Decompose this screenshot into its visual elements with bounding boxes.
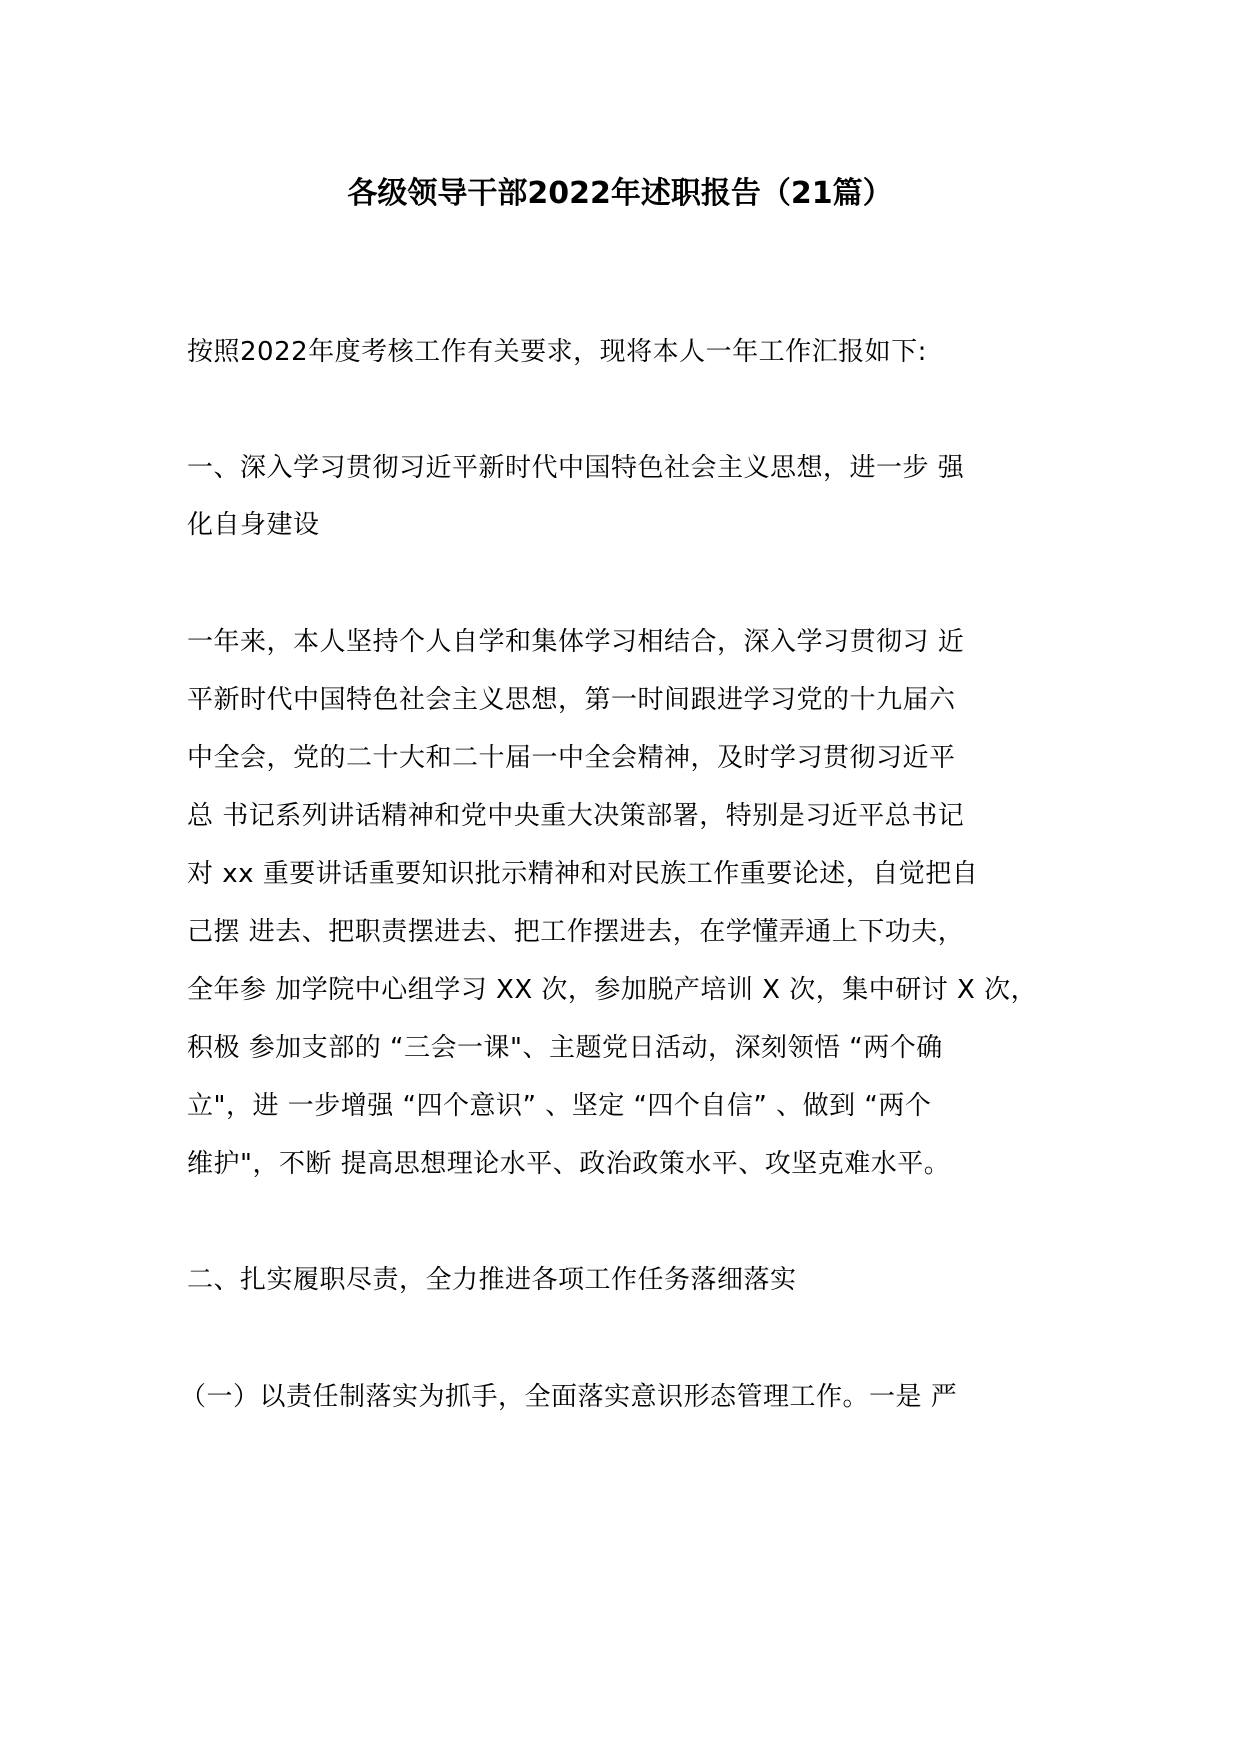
section1-paragraph-line: 中全会，党的二十大和二十届一中全会精神，及时学习贯彻习近平 xyxy=(187,743,956,773)
section1-paragraph-line: 总 书记系列讲话精神和党中央重大决策部署，特别是习近平总书记 xyxy=(187,801,965,831)
intro-paragraph: 按照2022年度考核工作有关要求，现将本人一年工作汇报如下: xyxy=(187,337,927,367)
section2-heading: 二、扎实履职尽责，全力推进各项工作任务落细落实 xyxy=(187,1265,797,1295)
section1-heading-line-2: 化自身建设 xyxy=(187,510,320,540)
section1-paragraph-line: 全年参 加学院中心组学习 XX 次，参加脱产培训 X 次，集中研讨 X 次， xyxy=(187,975,1038,1005)
section1-paragraph-line: 积极 参加支部的 “三会一课"、主题党日活动，深刻领悟 “两个确 xyxy=(187,1033,943,1063)
section1-paragraph-line: 立"，进 一步增强 “四个意识” 、坚定 “四个自信” 、做到 “两个 xyxy=(187,1091,932,1121)
section1-paragraph-line: 一年来，本人坚持个人自学和集体学习相结合，深入学习贯彻习 近 xyxy=(187,627,965,657)
section1-paragraph-line: 己摆 进去、把职责摆进去、把工作摆进去，在学懂弄通上下功夫， xyxy=(187,917,965,947)
section1-paragraph-line: 维护"，不断 提高思想理论水平、政治政策水平、攻坚克难水平。 xyxy=(187,1149,951,1179)
section1-paragraph-line: 对 xx 重要讲话重要知识批示精神和对民族工作重要论述，自觉把自 xyxy=(187,859,979,889)
document-title: 各级领导干部2022年述职报告（21篇） xyxy=(347,176,893,211)
section1-paragraph-line: 平新时代中国特色社会主义思想，第一时间跟进学习党的十九届六 xyxy=(187,685,956,715)
section1-heading-line-1: 一、深入学习贯彻习近平新时代中国特色社会主义思想，进一步 强 xyxy=(187,453,965,483)
section2-subsection1-line: （一）以责任制落实为抓手，全面落实意识形态管理工作。一是 严 xyxy=(180,1382,958,1412)
